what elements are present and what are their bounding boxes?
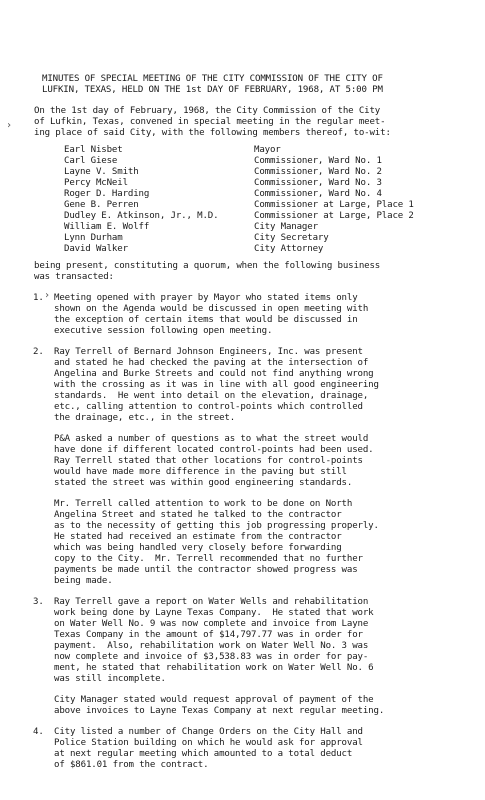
item-text-line: at next regular meeting which amounted to a total deduct bbox=[54, 749, 353, 759]
item-text-line: Angelina Street and stated he talked to the contractor bbox=[54, 510, 342, 520]
item-text-line: Angelina and Burke Streets and could not find anything wrong bbox=[54, 369, 374, 379]
member-role: Commissioner, Ward No. 2 bbox=[254, 167, 382, 177]
item-number: 4. bbox=[33, 727, 44, 737]
item-text-line: He stated had received an estimate from the contractor bbox=[54, 532, 342, 542]
item-text-line: and stated he had checked the paving at the intersection of bbox=[54, 358, 369, 368]
item-text-line: standards. He went into detail on the elevation, drainage, bbox=[54, 391, 369, 401]
item-text-line: on Water Well No. 9 was now complete and invoice from Layne bbox=[54, 619, 369, 629]
member-role: Mayor bbox=[254, 145, 281, 155]
item-text-line: of $861.01 from the contract. bbox=[54, 760, 209, 770]
item-text-line: P&A asked a number of questions as to what the street would bbox=[54, 434, 369, 444]
member-name: Layne V. Smith bbox=[64, 167, 139, 177]
item-text-line: work being done by Layne Texas Company. He stated that work bbox=[54, 608, 374, 618]
item-text-line: above invoices to Layne Texas Company at next regular meeting. bbox=[54, 706, 385, 716]
margin-tick-mark: › bbox=[6, 120, 13, 131]
member-name: Gene B. Perren bbox=[64, 200, 139, 210]
item-text-line: payment. Also, rehabilitation work on Water Well No. 3 was bbox=[54, 641, 369, 651]
item-text-line: now complete and invoice of $3,538.83 was in order for pay- bbox=[54, 652, 369, 662]
member-name: Roger D. Harding bbox=[64, 189, 150, 199]
item-text-line: which was being handled very closely before forwarding bbox=[54, 543, 342, 553]
document-title-line: LUFKIN, TEXAS, HELD ON THE 1st DAY OF FEBRUARY, 1968, AT 5:00 PM bbox=[42, 85, 383, 95]
member-name: William E. Wolff bbox=[64, 222, 150, 232]
margin-tick-mark: › bbox=[44, 290, 51, 301]
intro-line: ing place of said City, with the following members thereof, to-wit: bbox=[34, 128, 391, 138]
member-role: City Secretary bbox=[254, 233, 329, 243]
intro-line: On the 1st day of February, 1968, the City Commission of the City bbox=[34, 106, 381, 116]
item-text-line: Police Station building on which he would ask for approval bbox=[54, 738, 363, 748]
item-text-line: the exception of certain items that would be discussed in bbox=[54, 315, 358, 325]
member-name: David Walker bbox=[64, 244, 128, 254]
member-name: Percy McNeil bbox=[64, 178, 128, 188]
member-role: Commissioner at Large, Place 2 bbox=[254, 211, 414, 221]
item-text-line: would have made more difference in the paving but still bbox=[54, 467, 347, 477]
item-text-line: have done if different located control-points had been used. bbox=[54, 445, 374, 455]
member-name: Dudley E. Atkinson, Jr., M.D. bbox=[64, 211, 219, 221]
item-number: 3. bbox=[33, 597, 44, 607]
quorum-line: was transacted: bbox=[34, 272, 114, 282]
item-text-line: Ray Terrell gave a report on Water Wells and rehabilitation bbox=[54, 597, 369, 607]
item-text-line: with the crossing as it was in line with all good engineering bbox=[54, 380, 379, 390]
item-number: 2. bbox=[33, 347, 44, 357]
item-text-line: payments be made until the contractor showed progress was bbox=[54, 565, 358, 575]
item-text-line: Mr. Terrell called attention to work to be done on North bbox=[54, 499, 353, 509]
item-number: 1. bbox=[33, 293, 44, 303]
item-text-line: Texas Company in the amount of $14,797.77 was in order for bbox=[54, 630, 363, 640]
intro-line: of Lufkin, Texas, convened in special meeting in the regular meet- bbox=[34, 117, 386, 127]
item-text-line: being made. bbox=[54, 576, 113, 586]
item-text-line: City listed a number of Change Orders on the City Hall and bbox=[54, 727, 363, 737]
quorum-line: being present, constituting a quorum, when the following business bbox=[34, 261, 381, 271]
item-text-line: ment, he stated that rehabilitation work on Water Well No. 6 bbox=[54, 663, 374, 673]
member-role: Commissioner at Large, Place 1 bbox=[254, 200, 414, 210]
item-text-line: Ray Terrell stated that other locations for control-points bbox=[54, 456, 363, 466]
member-role: Commissioner, Ward No. 4 bbox=[254, 189, 382, 199]
member-name: Carl Giese bbox=[64, 156, 118, 166]
item-text-line: the drainage, etc., in the street. bbox=[54, 413, 236, 423]
item-text-line: was still incomplete. bbox=[54, 674, 166, 684]
item-text-line: Ray Terrell of Bernard Johnson Engineers, Inc. was present bbox=[54, 347, 363, 357]
item-text-line: as to the necessity of getting this job progressing properly. bbox=[54, 521, 379, 531]
member-name: Earl Nisbet bbox=[64, 145, 123, 155]
item-text-line: copy to the City. Mr. Terrell recommended that no further bbox=[54, 554, 363, 564]
item-text-line: stated the street was within good engineering standards. bbox=[54, 478, 353, 488]
item-text-line: executive session following open meeting. bbox=[54, 326, 273, 336]
item-text-line: Meeting opened with prayer by Mayor who stated items only bbox=[54, 293, 358, 303]
item-text-line: etc., calling attention to control-points which controlled bbox=[54, 402, 363, 412]
member-role: Commissioner, Ward No. 3 bbox=[254, 178, 382, 188]
member-role: City Attorney bbox=[254, 244, 324, 254]
member-name: Lynn Durham bbox=[64, 233, 123, 243]
item-text-line: City Manager stated would request approval of payment of the bbox=[54, 695, 374, 705]
member-role: City Manager bbox=[254, 222, 318, 232]
member-role: Commissioner, Ward No. 1 bbox=[254, 156, 382, 166]
item-text-line: shown on the Agenda would be discussed in open meeting with bbox=[54, 304, 369, 314]
document-title-line: MINUTES OF SPECIAL MEETING OF THE CITY COMMISSION OF THE CITY OF bbox=[42, 74, 383, 84]
